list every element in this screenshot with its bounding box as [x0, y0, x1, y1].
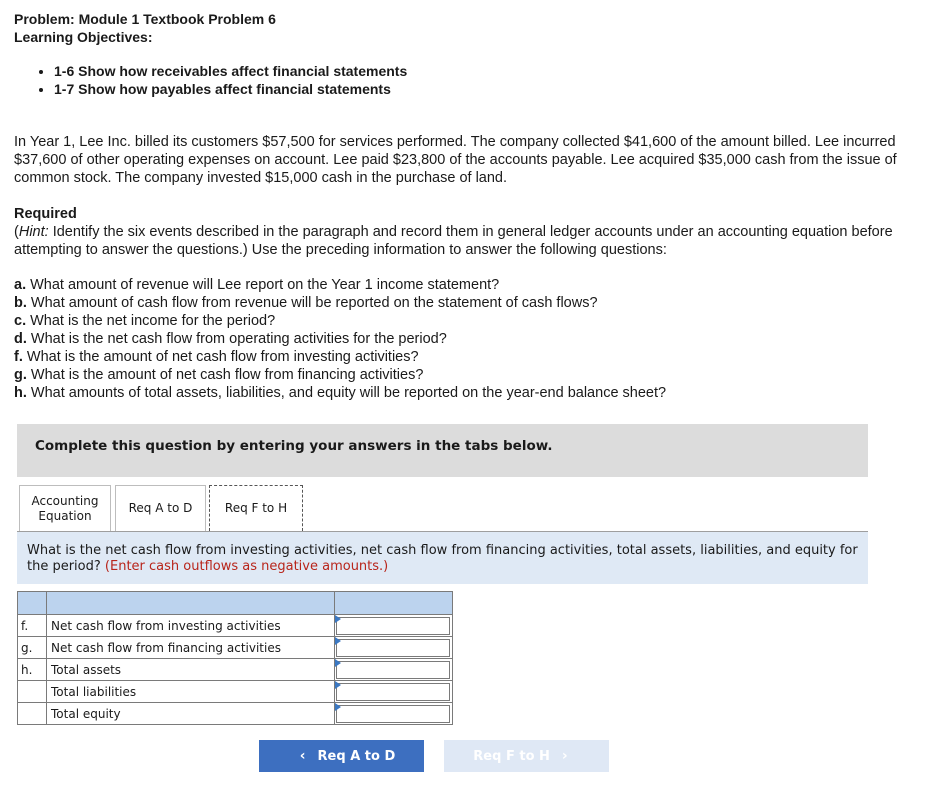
hint-label: Hint: — [18, 224, 49, 240]
row-label: Net cash flow from financing activities — [47, 637, 335, 659]
financing-cash-flow-input[interactable] — [336, 639, 450, 657]
table-row — [18, 703, 453, 725]
objectives-label: Learning Objectives: — [14, 29, 153, 45]
tab-req-f-to-h[interactable]: Req F to H — [209, 485, 303, 531]
tab-req-a-to-d[interactable]: Req A to D — [115, 485, 206, 531]
input-marker-icon — [335, 703, 341, 711]
objective-item: • 1-7 Show how payables affect financial statements — [54, 80, 407, 98]
input-marker-icon — [335, 659, 341, 667]
table-row: f. Net cash flow from investing activities — [18, 615, 453, 637]
prev-req-button[interactable]: ‹ Req A to D — [259, 740, 424, 772]
question-item: c. What is the net income for the period? — [14, 313, 276, 329]
problem-title: Problem: Module 1 Textbook Problem 6 — [14, 11, 276, 27]
tab-accounting-equation[interactable]: Accounting Equation — [19, 485, 111, 531]
question-item: f. What is the amount of net cash flow from investing activities? — [14, 349, 419, 365]
instructions-banner — [17, 424, 868, 477]
required-heading: Required — [14, 206, 77, 222]
chevron-left-icon: ‹ — [299, 748, 306, 764]
question-item: g. What is the amount of net cash flow from financing activities? — [14, 367, 424, 383]
question-item: a. What amount of revenue will Lee report on the Year 1 income statement? — [14, 277, 500, 293]
row-label: Total equity — [47, 703, 335, 725]
banner-text: Complete this question by entering your answers in the tabs below. — [35, 438, 553, 454]
objectives-list — [22, 62, 407, 98]
table-row: g. Net cash flow from financing activities — [18, 637, 453, 659]
hint-text: (Hint: Identify the six events described in the paragraph and record them in general ledger accounts under an accounting equation before attempting to answer the questions.) Use the preceding information to answer the following questions: — [14, 224, 893, 258]
table-header-row — [18, 592, 453, 615]
question-item: h. What amounts of total assets, liabilities, and equity will be reported on the year-end balance sheet? — [14, 385, 667, 401]
row-label: Net cash flow from investing activities — [47, 615, 335, 637]
problem-header — [14, 10, 276, 46]
next-req-button[interactable]: Req F to H › — [444, 740, 609, 772]
row-label: Total liabilities — [47, 681, 335, 703]
input-marker-icon — [335, 681, 341, 689]
instruction-text: What is the net cash flow from investing activities, net cash flow from financing activities, total assets, liabilities, and equity for the period? — [27, 543, 858, 574]
total-liabilities-input[interactable] — [336, 683, 450, 701]
total-equity-input[interactable] — [336, 705, 450, 723]
hint-body: Identify the six events described in the paragraph and record them in general ledger accounts under an accounting equation before attempting to answer the questions.) Use the preceding information to answer the following questions: — [14, 224, 893, 258]
answer-table — [17, 591, 453, 725]
table-row: h. Total assets — [18, 659, 453, 681]
input-marker-icon — [335, 615, 341, 623]
table-row — [18, 681, 453, 703]
instruction-note: (Enter cash outflows as negative amounts.) — [104, 559, 389, 574]
chevron-right-icon: › — [561, 748, 568, 764]
total-assets-input[interactable] — [336, 661, 450, 679]
question-item: d. What is the net cash flow from operating activities for the period? — [14, 331, 447, 347]
input-marker-icon — [335, 637, 341, 645]
row-label: Total assets — [47, 659, 335, 681]
question-instruction — [17, 532, 868, 584]
question-item: b. What amount of cash flow from revenue will be reported on the statement of cash flows? — [14, 295, 598, 311]
investing-cash-flow-input[interactable] — [336, 617, 450, 635]
questions-list — [14, 276, 914, 402]
objective-item: • 1-6 Show how receivables affect financial statements — [54, 62, 407, 80]
scenario-text: In Year 1, Lee Inc. billed its customers $57,500 for services performed. The company collected $41,600 of the amount billed. Lee incurred $37,600 of other operating expenses on account. Lee paid $23,800 of the accounts payable. Lee acquired $35,000 cash from the issue of common stock. The company invested $15,000 cash in the purchase of land. — [14, 134, 897, 186]
